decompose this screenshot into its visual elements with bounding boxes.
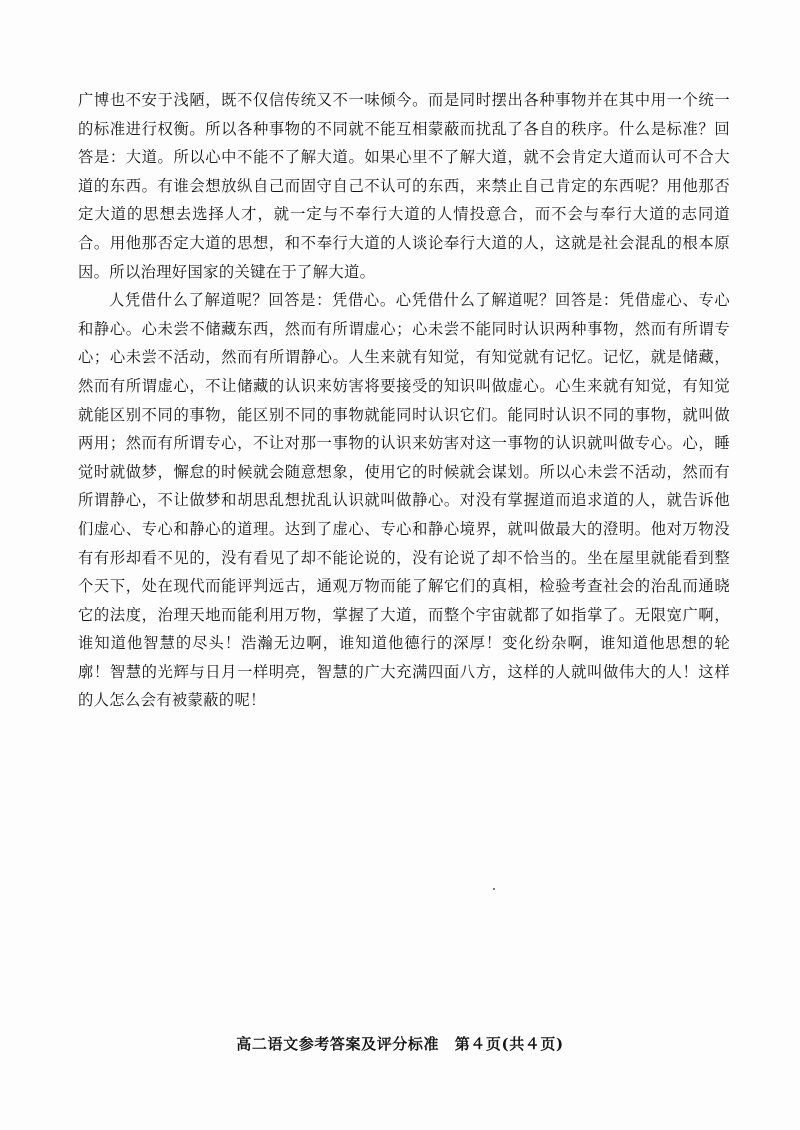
document-body — [78, 86, 730, 715]
paragraph-how-to-know-dao: 人凭借什么了解道呢？回答是：凭借心。心凭借什么了解道呢？回答是：凭借虚心、专心和静心。心未尝不储藏东西，然而有所谓虚心；心未尝不能同时认识两种事物，然而有所谓专心；心未尝不活动，然而有所谓静心。人生来就有知觉，有知觉就有记忆。记忆，就是储藏，然而有所谓虚心，不让储藏的认识来妨害将要接受的知识叫做虚心。心生来就有知觉，有知觉就能区别不同的事物，能区别不同的事物就能同时认识它们。能同时认识不同的事物，就叫做两用；然而有所谓专心，不让对那一事物的认识来妨害对这一事物的认识就叫做专心。心，睡觉时就做梦，懈怠的时候就会随意想象，使用它的时候就会谋划。所以心未尝不活动，然而有所谓静心，不让做梦和胡思乱想扰乱认识就叫做静心。对没有掌握道而追求道的人，就告诉他们虚心、专心和静心的道理。达到了虚心、专心和静心境界，就叫做最大的澄明。他对万物没有有形却看不见的，没有看见了却不能论说的，没有论说了却不恰当的。坐在屋里就能看到整个天下，处在现代而能评判远古，通观万物而能了解它们的真相，检验考查社会的治乱而通晓它的法度，治理天地而能利用万物，掌握了大道，而整个宇宙就都了如指掌了。无限宽广啊，谁知道他智慧的尽头！浩瀚无边啊，谁知道他德行的深厚！变化纷杂啊，谁知道他思想的轮廓！智慧的光辉与日月一样明亮，智慧的广大充满四面八方，这样的人就叫做伟大的人！这样的人怎么会有被蒙蔽的呢！ — [78, 291, 730, 710]
page-footer: 高二语文参考答案及评分标准 第４页(共４页) — [236, 1035, 564, 1053]
scan-speck — [493, 888, 495, 890]
paragraph-continuation: 广博也不安于浅陋，既不仅信传统又不一味倾今。而是同时摆出各种事物并在其中用一个统一的标准进行权衡。所以各种事物的不同就不能互相蒙蔽而扰乱了各自的秩序。什么是标准？回答是：大道。所以心中不能不了解大道。如果心里不了解大道，就不会肯定大道而认可不合大道的东西。有谁会想放纵自己而固守自己不认可的东西，来禁止自己肯定的东西呢？用他那否定大道的思想去选择人才，就一定与不奉行大道的人情投意合，而不会与奉行大道的志同道合。用他那否定大道的思想，和不奉行大道的人谈论奉行大道的人，这就是社会混乱的根本原因。所以治理好国家的关键在于了解大道。 — [78, 91, 730, 281]
